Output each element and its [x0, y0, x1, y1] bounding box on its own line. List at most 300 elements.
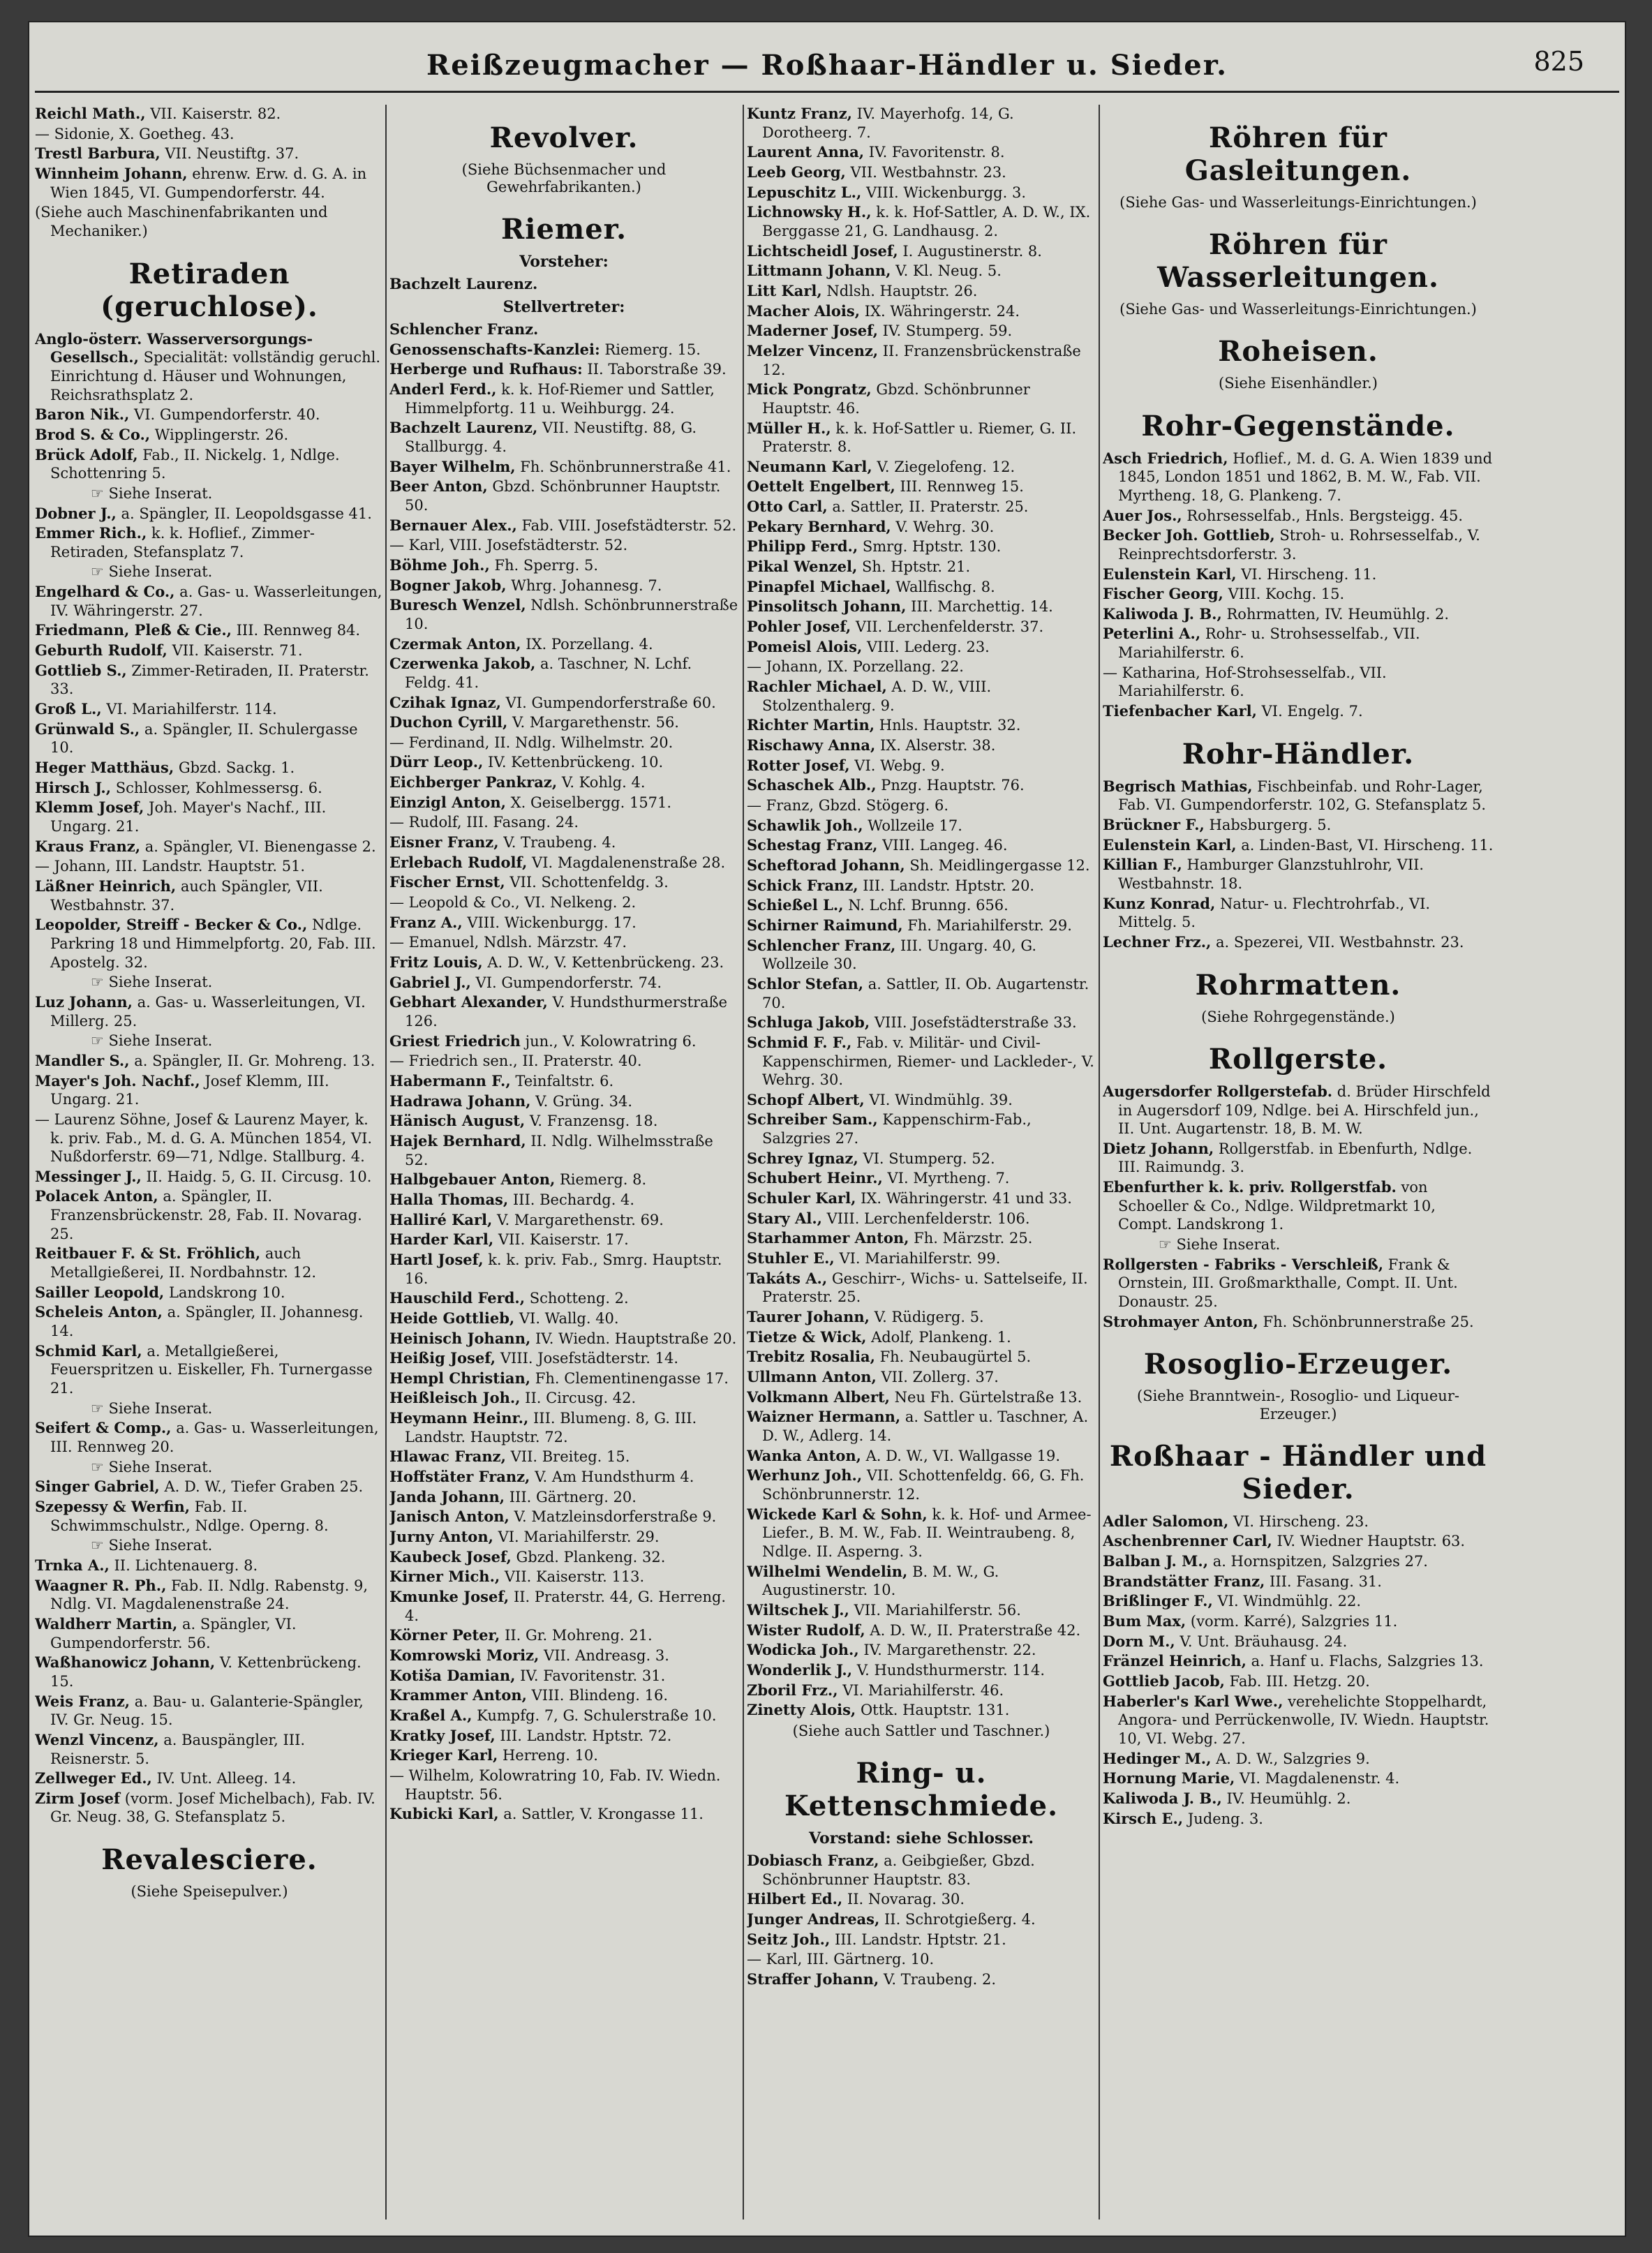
directory-entry — [389, 477, 738, 514]
entry-name: Schaschek Alb., — [747, 776, 877, 794]
entry-name: Schlencher Franz, — [747, 936, 896, 954]
entry-name: Dobner J., — [35, 504, 117, 522]
entry-details: IV. Favoritenstr. 31. — [520, 1667, 666, 1684]
entry-name: Leeb Georg, — [747, 163, 846, 181]
directory-entry — [35, 993, 384, 1030]
directory-entry — [747, 638, 1096, 657]
entry-details: II. Novarag. 30. — [847, 1891, 965, 1908]
entry-details: VII. Andreasg. 3. — [544, 1647, 669, 1664]
entry-name: Schluga Jakob, — [747, 1013, 870, 1032]
entry-name: Schlencher Franz. — [389, 320, 539, 339]
entry-name: Böhme Joh., — [389, 556, 490, 574]
entry-details: Ndlsh. Hauptstr. 26. — [826, 282, 978, 299]
entry-details: II. Taborstraße 39. — [587, 361, 727, 378]
directory-entry — [389, 596, 738, 633]
directory-entry — [1103, 1512, 1494, 1531]
entry-details: auch Metallgießerei, II. Nordbahnstr. 12. — [50, 1245, 317, 1281]
entry-name: Duchon Cyrill, — [389, 713, 508, 731]
entry-name: Scheleis Anton, — [35, 1303, 163, 1321]
entry-name: Kraus Franz, — [35, 837, 141, 855]
directory-entry — [747, 1563, 1096, 1600]
entry-details: Teinfaltstr. 6. — [515, 1072, 614, 1090]
directory-entry — [1103, 1256, 1494, 1311]
entry-name: Heißig Josef, — [389, 1349, 496, 1367]
subheading: Stellvertreter: — [503, 298, 625, 317]
entry-details: a. Sattler, II. Ob. Augartenstr. 70. — [762, 975, 1089, 1011]
entry-details: k. k. Hof-Riemer und Sattler, Himmelpfortg. 11 u. Weihburgg. 24. — [405, 381, 715, 417]
entry-name: Balban J. M., — [1103, 1552, 1208, 1570]
directory-entry — [35, 1769, 384, 1788]
directory-entry — [35, 426, 384, 445]
entry-details: a. Bauspängler, III. Reisnerstr. 5. — [50, 1731, 306, 1767]
directory-entry — [747, 678, 1096, 715]
directory-entry — [747, 597, 1096, 616]
directory-entry — [389, 1667, 738, 1686]
entry-details: k. k. priv. Fab., Smrg. Hauptstr. 16. — [405, 1251, 722, 1287]
directory-entry — [389, 713, 738, 732]
directory-entry — [35, 1498, 384, 1535]
directory-entry — [389, 1626, 738, 1645]
entry-details: VII. Mariahilferstr. 56. — [854, 1601, 1021, 1619]
directory-entry — [747, 1910, 1096, 1929]
entry-name: Wilhelmi Wendelin, — [747, 1562, 908, 1580]
entry-name: Mandler S., — [35, 1051, 130, 1069]
entry-name: Szepessy & Werfin, — [35, 1497, 191, 1515]
entry-details: VI. Windmühlg. 39. — [869, 1091, 1013, 1108]
directory-entry — [389, 1548, 738, 1567]
entry-name: Pekary Bernhard, — [747, 517, 891, 535]
entry-details: a. Hanf u. Flachs, Salzgries 13. — [1251, 1653, 1484, 1670]
directory-entry — [1103, 585, 1494, 604]
entry-details: k. k. Hof-Sattler, A. D. W., IX. Berggasse 21, G. Landhausg. 2. — [762, 204, 1091, 239]
entry-details: a. Gas- u. Wasserleitungen, III. Rennweg 20. — [50, 1420, 379, 1455]
directory-entry — [1103, 1672, 1494, 1691]
entry-details: VI. Hirscheng. 11. — [1241, 565, 1377, 583]
directory-entry — [1103, 1592, 1494, 1611]
directory-entry — [747, 877, 1096, 895]
cross-reference-note: (Siehe Gas- und Wasserleitungs-Einrichtungen.) — [1119, 301, 1477, 318]
directory-entry — [747, 1229, 1096, 1248]
section-heading: Roßhaar - Händler und Sieder. — [1109, 1439, 1487, 1505]
directory-entry — [1103, 778, 1494, 815]
directory-entry — [747, 458, 1096, 477]
directory-entry — [389, 1805, 738, 1824]
entry-name: Heißleisch Joh., — [389, 1389, 521, 1407]
directory-entry — [389, 275, 738, 294]
directory-entry — [747, 1681, 1096, 1700]
entry-details: IX. Währingerstr. 41 und 33. — [861, 1190, 1072, 1207]
entry-details: Joh. Mayer's Nachf., III. Ungarg. 21. — [50, 799, 327, 835]
directory-entry — [747, 1931, 1096, 1949]
directory-entry — [1103, 1612, 1494, 1631]
entry-details: V. Traubeng. 4. — [503, 834, 616, 852]
entry-name: Anderl Ferd., — [389, 380, 497, 398]
entry-name: Brückner F., — [1103, 816, 1205, 834]
entry-details: VII. Kaiserstr. 82. — [150, 105, 281, 122]
directory-entry — [747, 1466, 1096, 1503]
entry-name: Lichtscheidl Josef, — [747, 241, 898, 260]
entry-name: Hedinger M., — [1103, 1749, 1212, 1767]
entry-name: Wickede Karl & Sohn, — [747, 1505, 928, 1523]
entry-details: VIII. Wickenburgg. 17. — [467, 914, 637, 931]
entry-details: Hnls. Hauptstr. 32. — [879, 717, 1021, 734]
entry-name: Reitbauer F. & St. Fröhlich, — [35, 1244, 261, 1263]
entry-name: Philipp Ferd., — [747, 537, 858, 556]
entry-details: V. Franzensg. 18. — [529, 1113, 658, 1130]
see-advert-note: ☞ Siehe Inserat. — [91, 1399, 213, 1417]
directory-entry — [1103, 1693, 1494, 1748]
entry-name: Polacek Anton, — [35, 1187, 158, 1205]
entry-details: Fab. VIII. Josefstädterstr. 52. — [521, 516, 737, 534]
directory-entry — [747, 1388, 1096, 1407]
directory-entry — [389, 458, 738, 477]
entry-details: Landskrong 10. — [168, 1284, 285, 1301]
entry-name: Genossenschafts-Kanzlei: — [389, 340, 600, 358]
directory-entry — [389, 854, 738, 872]
entry-name: Werhunz Joh., — [747, 1466, 863, 1485]
entry-name: Schreiber Sam., — [747, 1110, 878, 1129]
directory-entry — [389, 1092, 738, 1111]
entry-details: VIII. Blindeng. 16. — [531, 1687, 669, 1704]
directory-entry — [35, 720, 384, 757]
directory-entry — [747, 1249, 1096, 1268]
entry-name: Baron Nik., — [35, 406, 130, 424]
directory-entry — [747, 558, 1096, 577]
entry-details: II. Schrotgießerg. 4. — [884, 1910, 1036, 1928]
entry-details: a. Gas- u. Wasserleitungen, IV. Währingerstr. 27. — [50, 583, 382, 619]
entry-details: II. Haidg. 5, G. II. Circusg. 10. — [146, 1168, 372, 1185]
directory-entry — [389, 1528, 738, 1547]
directory-entry — [389, 753, 738, 772]
directory-entry — [389, 1112, 738, 1131]
directory-entry — [747, 1601, 1096, 1620]
entry-details: III. Ungarg. 40, G. Wollzeile 30. — [762, 937, 1037, 973]
entry-name: Groß L., — [35, 700, 102, 718]
entry-details: V. Kohlg. 4. — [561, 774, 646, 791]
directory-entry — [35, 1168, 384, 1187]
directory-entry — [1103, 836, 1494, 855]
directory-entry — [35, 838, 384, 856]
entry-name: Taurer Johann, — [747, 1308, 870, 1326]
directory-entry — [747, 1270, 1096, 1307]
entry-details: VIII. Kochg. 15. — [1228, 586, 1345, 603]
entry-details: jun., V. Kolowratring 6. — [525, 1032, 697, 1050]
entry-details: VII. Kaiserstr. 71. — [172, 642, 303, 660]
entry-details: A. D. W., II. Praterstraße 42. — [870, 1621, 1081, 1639]
directory-entry — [389, 694, 738, 713]
column-3 — [747, 105, 1096, 2219]
entry-details: a. Bau- u. Galanterie-Spängler, IV. Gr. Neug. 15. — [50, 1693, 364, 1729]
directory-entry — [389, 773, 738, 792]
section-heading: Roheisen. — [1218, 335, 1378, 369]
entry-name: Harder Karl, — [389, 1230, 494, 1249]
entry-details: VI. Mariahilferstr. 46. — [842, 1681, 1004, 1699]
entry-details: Gbzd. Schönbrunner Hauptstr. 46. — [762, 381, 1030, 417]
entry-details: a. Geibgießer, Gbzd. Schönbrunner Hauptstr. 83. — [762, 1852, 1035, 1888]
subheading: Vorstand: siehe Schlosser. — [809, 1829, 1034, 1847]
entry-details: IV. Mayerhofg. 14, G. Dorotheerg. 7. — [762, 105, 1014, 141]
section-heading: Rosoglio-Erzeuger. — [1143, 1348, 1453, 1381]
entry-name: Messinger J., — [35, 1167, 142, 1185]
directory-entry — [1103, 625, 1494, 662]
directory-entry — [1103, 1572, 1494, 1591]
directory-entry — [1103, 565, 1494, 584]
entry-details: — Karl, VIII. Josefstädterstr. 52. — [389, 537, 628, 554]
entry-details: Riemerg. 15. — [604, 341, 701, 358]
entry-details: V. Rüdigerg. 5. — [874, 1309, 984, 1326]
entry-name: Tiefenbacher Karl, — [1103, 702, 1257, 720]
section-heading: Röhren für Gasleitungen. — [1184, 121, 1412, 187]
directory-entry — [1103, 1532, 1494, 1551]
directory-entry — [389, 380, 738, 417]
directory-entry — [389, 1409, 738, 1446]
entry-name: Fischer Ernst, — [389, 873, 505, 891]
entry-details: III. Landstr. Hptstr. 21. — [834, 1931, 1006, 1948]
entry-details: V. Hundsthurmerstraße 126. — [405, 994, 728, 1029]
entry-name: Schuler Karl, — [747, 1189, 856, 1207]
entry-details: a. Spängler, II. Johannesg. 14. — [50, 1304, 364, 1340]
entry-name: Czermak Anton, — [389, 634, 521, 653]
entry-name: Reichl Math., — [35, 105, 146, 122]
entry-details: von Schoeller & Co., Ndlge. Wildpretmarkt 10, Compt. Landskrong 1. — [1118, 1179, 1436, 1233]
entry-details: (Siehe auch Maschinenfabrikanten und Mechaniker.) — [35, 204, 328, 239]
entry-details: auch Spängler, VII. Westbahnstr. 37. — [50, 877, 323, 914]
entry-name: Heymann Heinr., — [389, 1409, 529, 1427]
entry-name: Kubicki Karl, — [389, 1805, 499, 1823]
directory-entry — [747, 498, 1096, 516]
entry-details: III. Rennweg 15. — [900, 478, 1024, 496]
entry-name: Griest Friedrich — [389, 1032, 521, 1050]
entry-details: Rohrmatten, IV. Heumühlg. 2. — [1226, 605, 1450, 623]
entry-name: Schrey Ignaz, — [747, 1149, 858, 1167]
section-heading: Revalesciere. — [101, 1843, 318, 1877]
entry-details: IV. Margarethenstr. 22. — [863, 1642, 1036, 1659]
entry-name: Bernauer Alex., — [389, 516, 517, 534]
entry-name: Jurny Anton, — [389, 1528, 493, 1546]
directory-entry — [35, 916, 384, 972]
entry-details: Stroh- u. Rohrsesselfab., V. Reinprechtsdorferstr. 3. — [1118, 527, 1480, 563]
entry-name: Dorn M., — [1103, 1632, 1175, 1650]
entry-details: IV. Stumperg. 59. — [882, 322, 1013, 340]
directory-entry — [747, 302, 1096, 321]
directory-entry — [747, 1013, 1096, 1032]
see-advert-note: ☞ Siehe Inserat. — [91, 1537, 213, 1554]
directory-entry — [1103, 1652, 1494, 1671]
entry-name: Brück Adolf, — [35, 445, 138, 463]
entry-name: Adler Salomon, — [1103, 1512, 1229, 1530]
entry-details: a. Spängler, II. Schulergasse 10. — [50, 720, 358, 757]
cross-reference-note: (Siehe auch Sattler und Taschner.) — [792, 1722, 1050, 1739]
directory-entry — [389, 556, 738, 575]
column-divider — [385, 105, 387, 2219]
directory-entry — [35, 524, 384, 561]
entry-details: Fh. Mariahilferstr. 29. — [907, 916, 1072, 934]
entry-name: Buresch Wenzel, — [389, 596, 526, 614]
directory-entry — [389, 833, 738, 852]
entry-name: Trnka A., — [35, 1556, 110, 1574]
entry-name: Wiltschek J., — [747, 1600, 849, 1619]
directory-entry — [389, 1289, 738, 1308]
entry-details: — Katharina, Hof-Strohsesselfab., VII. Mariahilferstr. 6. — [1103, 664, 1387, 700]
directory-entry — [35, 1693, 384, 1730]
directory-entry — [389, 993, 738, 1030]
directory-entry — [747, 896, 1096, 915]
entry-name: Kaliwoda J. B., — [1103, 604, 1222, 623]
entry-name: Grünwald S., — [35, 720, 140, 738]
directory-entry — [389, 360, 738, 379]
directory-entry — [389, 1230, 738, 1249]
entry-name: Hauschild Ferd., — [389, 1289, 526, 1307]
directory-entry — [389, 1468, 738, 1487]
directory-entry — [35, 1653, 384, 1690]
entry-details: — Johann, IX. Porzellang. 22. — [747, 658, 964, 676]
section-heading: Riemer. — [501, 213, 627, 246]
entry-details: Fischbeinfab. und Rohr-Lager, Fab. VI. Gumpendorferstr. 102, G. Stefansplatz 5. — [1118, 778, 1487, 814]
entry-name: Einzigl Anton, — [389, 793, 506, 811]
directory-entry — [1103, 605, 1494, 624]
entry-name: Haberler's Karl Wwe., — [1103, 1692, 1283, 1710]
entry-details: IX. Währingerstr. 24. — [864, 302, 1020, 320]
entry-details: IV. Wiedn. Hauptstraße 20. — [535, 1330, 737, 1347]
entry-name: Weis Franz, — [35, 1692, 131, 1710]
entry-details: VI. Gumpendorferstr. 74. — [475, 974, 662, 991]
entry-name: Starhammer Anton, — [747, 1229, 909, 1247]
directory-entry — [747, 1110, 1096, 1147]
entry-name: Bayer Wilhelm, — [389, 457, 516, 475]
entry-name: Leopolder, Streiff - Becker & Co., — [35, 916, 308, 934]
entry-name: Friedmann, Pleß & Cie., — [35, 621, 232, 639]
entry-details: III. Gärtnerg. 20. — [509, 1488, 637, 1505]
section-heading: Revolver. — [489, 121, 639, 154]
entry-name: Eulenstein Karl, — [1103, 565, 1237, 583]
entry-details: VI. Myrtheng. 7. — [887, 1170, 1010, 1187]
directory-entry — [35, 1052, 384, 1071]
entry-name: Schirner Raimund, — [747, 916, 903, 934]
entry-name: Waagner R. Ph., — [35, 1576, 167, 1594]
directory-entry — [747, 1970, 1096, 1989]
section-heading: Rohr-Gegenstände. — [1141, 409, 1455, 443]
column-1 — [35, 105, 384, 2219]
entry-details: — Rudolf, III. Fasang. 24. — [389, 814, 579, 831]
entry-details: Fab. III. Hetzg. 20. — [1229, 1673, 1370, 1690]
section-heading: Rohrmatten. — [1195, 968, 1401, 1002]
entry-details: VI. Mariahilferstr. 114. — [106, 701, 277, 718]
directory-entry — [1103, 664, 1494, 701]
entry-name: Heinisch Johann, — [389, 1329, 531, 1347]
entry-name: Habermann F., — [389, 1071, 511, 1090]
directory-page — [28, 21, 1626, 2237]
directory-entry — [35, 1790, 384, 1827]
entry-name: Hajek Bernhard, — [389, 1131, 526, 1150]
entry-details: Rohr- u. Strohsesselfab., VII. Mariahilferstr. 6. — [1118, 625, 1420, 662]
directory-entry — [389, 655, 738, 692]
entry-details: a. Spängler, II. Gr. Mohreng. 13. — [134, 1052, 375, 1069]
entry-details: a. Metallgießerei, Feuerspritzen u. Eiskeller, Fh. Turnergasse 21. — [50, 1342, 373, 1397]
entry-name: Seitz Joh., — [747, 1930, 831, 1948]
see-advert-note: ☞ Siehe Inserat. — [1159, 1236, 1281, 1254]
entry-details: VII. Westbahnstr. 23. — [850, 163, 1006, 181]
entry-name: Herberge und Rufhaus: — [389, 360, 583, 378]
entry-details: Ottk. Hauptstr. 131. — [860, 1702, 1010, 1719]
entry-name: Begrisch Mathias, — [1103, 777, 1253, 795]
directory-entry — [747, 1368, 1096, 1387]
entry-name: Eisner Franz, — [389, 833, 499, 852]
entry-details: VI. Hirscheng. 23. — [1233, 1512, 1369, 1530]
directory-entry — [747, 380, 1096, 417]
subheading: Vorsteher: — [519, 253, 609, 272]
entry-name: Auer Jos., — [1103, 506, 1182, 524]
entry-details: (vorm. Josef Michelbach), Fab. IV. Gr. Neug. 38, G. Stefansplatz 5. — [50, 1790, 375, 1826]
entry-name: Halbgebauer Anton, — [389, 1170, 556, 1189]
directory-entry — [1103, 816, 1494, 835]
directory-entry — [1103, 449, 1494, 505]
entry-details: N. Lchf. Brunng. 656. — [848, 897, 1009, 914]
directory-entry — [35, 583, 384, 620]
entry-details: V. Margarethenstr. 69. — [497, 1211, 664, 1228]
entry-name: Rollgersten - Fabriks - Verschleiß, — [1103, 1255, 1384, 1273]
cross-reference-note: (Siehe Speisepulver.) — [131, 1883, 288, 1901]
directory-entry — [1103, 1633, 1494, 1651]
directory-entry — [1103, 1083, 1494, 1138]
entry-details: IV. Unt. Alleeg. 14. — [156, 1770, 297, 1787]
entry-name: Fränzel Heinrich, — [1103, 1652, 1247, 1670]
entry-details: VI. Gumpendorferstraße 60. — [505, 694, 716, 711]
entry-name: Killian F., — [1103, 856, 1182, 874]
entry-name: Kaubeck Josef, — [389, 1547, 512, 1566]
entry-name: Augersdorfer Rollgerstefab. — [1103, 1082, 1333, 1100]
directory-entry — [747, 262, 1096, 281]
entry-name: Zirm Josef — [35, 1789, 121, 1807]
entry-details: V. Grüng. 34. — [535, 1092, 633, 1110]
entry-details: Fh. Schönbrunnerstraße 41. — [520, 458, 731, 475]
entry-details: Fab., II. Nickelg. 1, Ndlge. Schottenring 5. — [50, 446, 340, 482]
directory-entry — [747, 618, 1096, 637]
entry-name: Komrowski Moriz, — [389, 1646, 539, 1664]
directory-entry — [389, 516, 738, 535]
directory-entry — [747, 203, 1096, 240]
entry-name: Littmann Johann, — [747, 262, 891, 280]
entry-details: V. Margarethenstr. 56. — [512, 714, 679, 731]
entry-details: Gbzd. Schönbrunner Hauptstr. 50. — [405, 478, 721, 514]
entry-details: V. Kl. Neug. 5. — [895, 262, 1002, 280]
entry-name: Laurent Anna, — [747, 143, 865, 161]
entry-name: Brißlinger F., — [1103, 1592, 1213, 1610]
entry-details: II. Ndlg. Wilhelmsstraße 52. — [405, 1132, 713, 1168]
directory-entry — [747, 1328, 1096, 1347]
page-header — [28, 36, 1626, 92]
entry-details: A. D. W., Salzgries 9. — [1216, 1750, 1370, 1767]
entry-name: Brandstätter Franz, — [1103, 1572, 1265, 1590]
directory-entry — [389, 1448, 738, 1466]
entry-name: Hilbert Ed., — [747, 1890, 843, 1908]
directory-entry — [1103, 856, 1494, 893]
entry-details: V. Unt. Bräuhausg. 24. — [1180, 1633, 1348, 1650]
entry-details: II. Lichtenauerg. 8. — [114, 1556, 258, 1574]
directory-entry — [389, 873, 738, 892]
entry-details: a. Spängler, VI. Gumpendorferstr. 56. — [50, 1615, 297, 1651]
entry-details: Whrg. Johannesg. 7. — [511, 577, 662, 594]
cross-reference-note: (Siehe Büchsenmacher und Gewehrfabrikanten.) — [461, 161, 667, 196]
entry-details: VII. Kaiserstr. 17. — [498, 1231, 629, 1249]
directory-entry — [389, 1767, 738, 1804]
entry-details: IX. Porzellang. 4. — [526, 635, 653, 653]
entry-details: VII. Lerchenfelderstr. 37. — [855, 618, 1044, 636]
directory-entry — [389, 1727, 738, 1746]
directory-entry — [747, 1852, 1096, 1889]
entry-name: Waldherr Martin, — [35, 1614, 178, 1633]
entry-name: Pohler Josef, — [747, 618, 851, 636]
entry-name: Zboril Frz., — [747, 1681, 838, 1699]
